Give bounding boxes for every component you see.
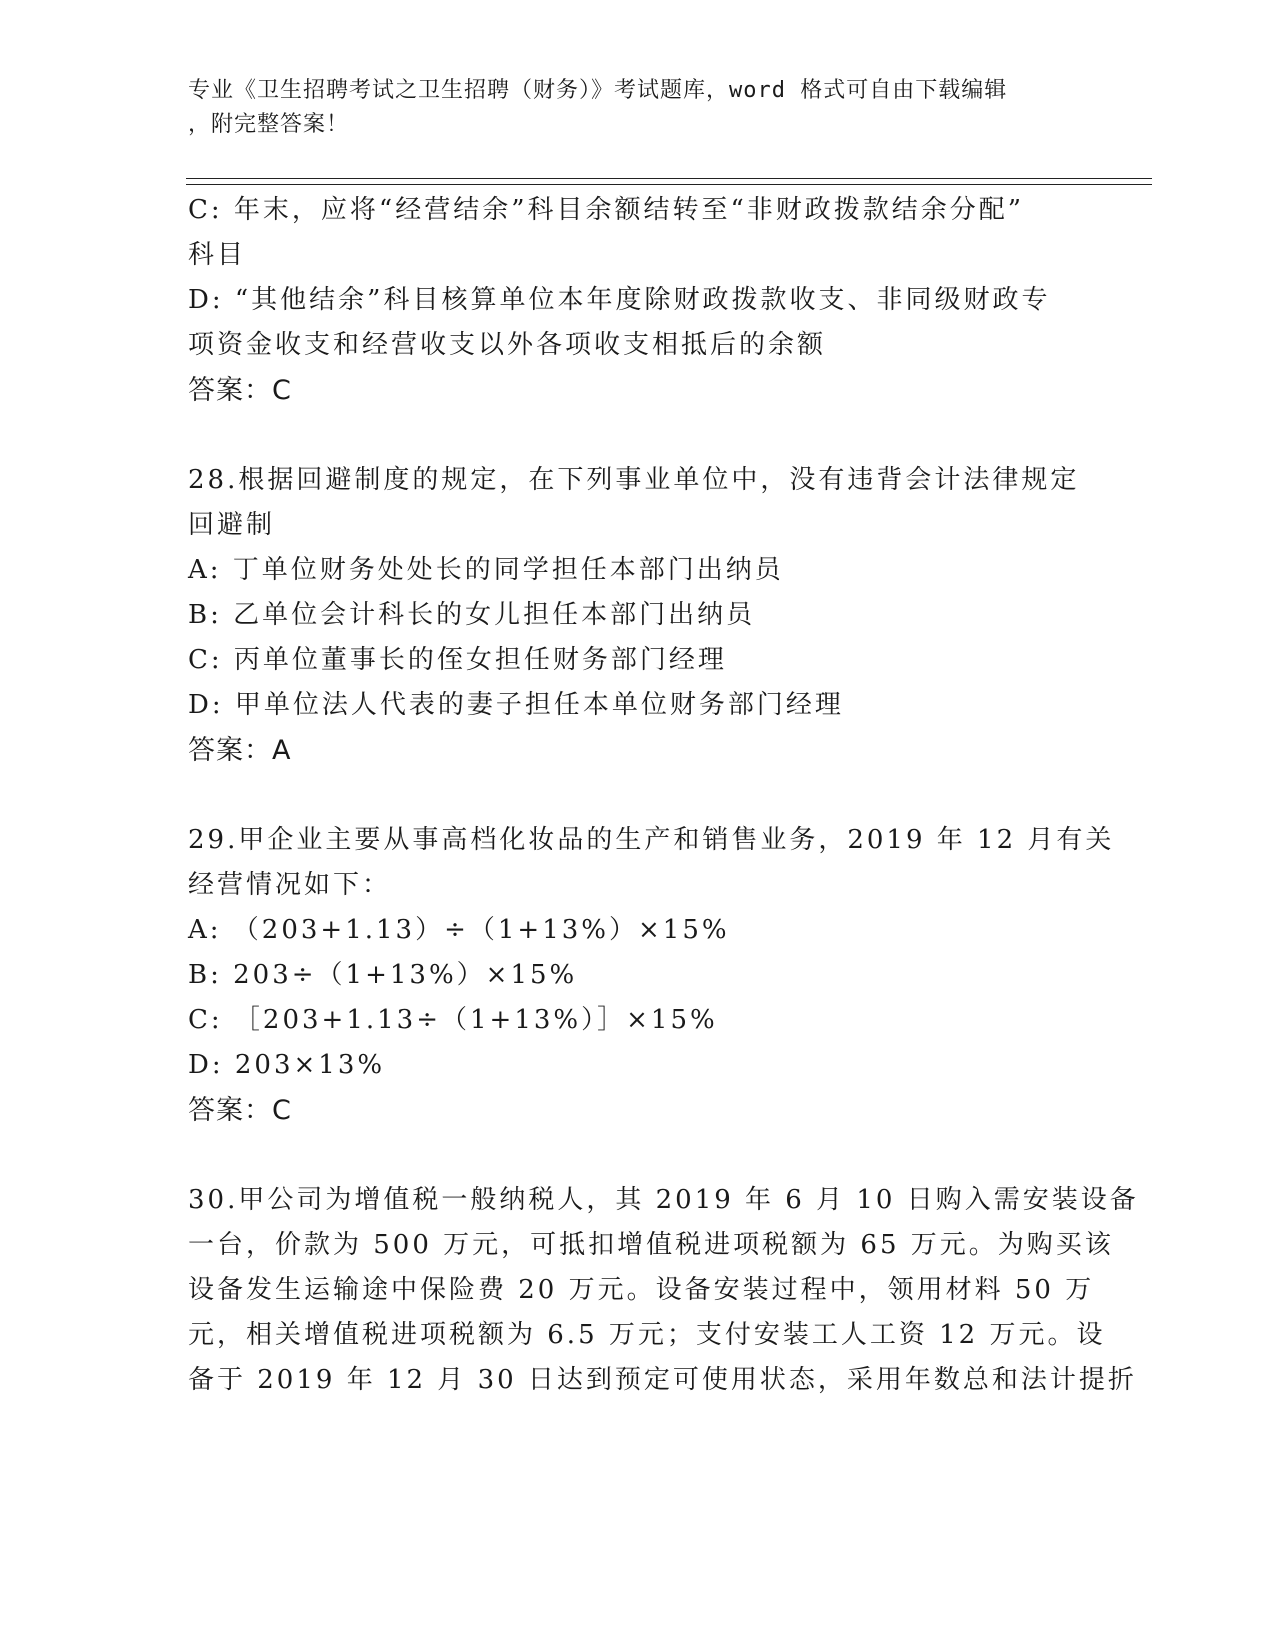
- question-29: [188, 818, 1115, 1133]
- q27-option-c-line-2: 科目: [188, 240, 247, 270]
- header-line-2: ，附完整答案！: [188, 112, 350, 137]
- document-header: [188, 74, 1068, 142]
- q28-option-a: A: 丁单位财务处处长的同学担任本部门出纳员: [188, 555, 784, 585]
- q29-option-b: B: 203÷（1+13%）×15%: [188, 960, 578, 990]
- q29-option-a: A: （203+1.13）÷（1+13%）×15%: [188, 915, 730, 945]
- q30-stem-line-5: 备于 2019 年 12 月 30 日达到预定可使用状态，采用年数总和法计提折: [188, 1365, 1137, 1395]
- question-27: [188, 188, 1068, 413]
- q29-answer: 答案：C: [188, 1095, 292, 1126]
- header-divider-top: [186, 178, 1152, 179]
- spacer: [188, 1133, 1068, 1178]
- q27-answer: 答案：C: [188, 375, 292, 406]
- question-28: [188, 458, 1080, 773]
- q28-stem-line-1: 28.根据回避制度的规定，在下列事业单位中，没有违背会计法律规定: [188, 465, 1080, 495]
- q28-option-c: C: 丙单位董事长的侄女担任财务部门经理: [188, 645, 727, 675]
- q27-option-d-line-1: D: “其他结余”科目核算单位本年度除财政拨款收支、非同级财政专: [188, 285, 1051, 315]
- q29-option-c: C: ［203+1.13÷（1+13%）］×15%: [188, 1005, 718, 1035]
- header-line-1: 专业《卫生招聘考试之卫生招聘（财务）》考试题库，word 格式可自由下载编辑: [188, 78, 1008, 103]
- spacer: [188, 413, 1068, 458]
- question-30: [188, 1178, 1139, 1403]
- q29-option-d: D: 203×13%: [188, 1050, 386, 1080]
- q30-stem-line-1: 30.甲公司为增值税一般纳税人，其 2019 年 6 月 10 日购入需安装设备: [188, 1185, 1139, 1215]
- q27-option-d-line-2: 项资金收支和经营收支以外各项收支相抵后的余额: [188, 330, 827, 360]
- header-divider-bottom: [186, 184, 1152, 185]
- q30-stem-line-4: 元，相关增值税进项税额为 6.5 万元；支付安装工人工资 12 万元。设: [188, 1320, 1106, 1350]
- q30-stem-line-2: 一台，价款为 500 万元，可抵扣增值税进项税额为 65 万元。为购买该: [188, 1230, 1114, 1260]
- q30-stem-line-3: 设备发生运输途中保险费 20 万元。设备安装过程中，领用材料 50 万: [188, 1275, 1095, 1305]
- question-content: [188, 188, 1139, 1403]
- q28-stem-line-2: 回避制: [188, 510, 276, 540]
- q29-stem-line-1: 29.甲企业主要从事高档化妆品的生产和销售业务，2019 年 12 月有关: [188, 825, 1115, 855]
- q27-option-c-line-1: C: 年末，应将“经营结余”科目余额结转至“非财政拨款结余分配”: [188, 195, 1025, 225]
- q28-option-d: D: 甲单位法人代表的妻子担任本单位财务部门经理: [188, 690, 844, 720]
- q28-option-b: B: 乙单位会计科长的女儿担任本部门出纳员: [188, 600, 756, 630]
- q29-stem-line-2: 经营情况如下：: [188, 870, 392, 900]
- spacer: [188, 773, 1068, 818]
- q28-answer: 答案：A: [188, 735, 292, 766]
